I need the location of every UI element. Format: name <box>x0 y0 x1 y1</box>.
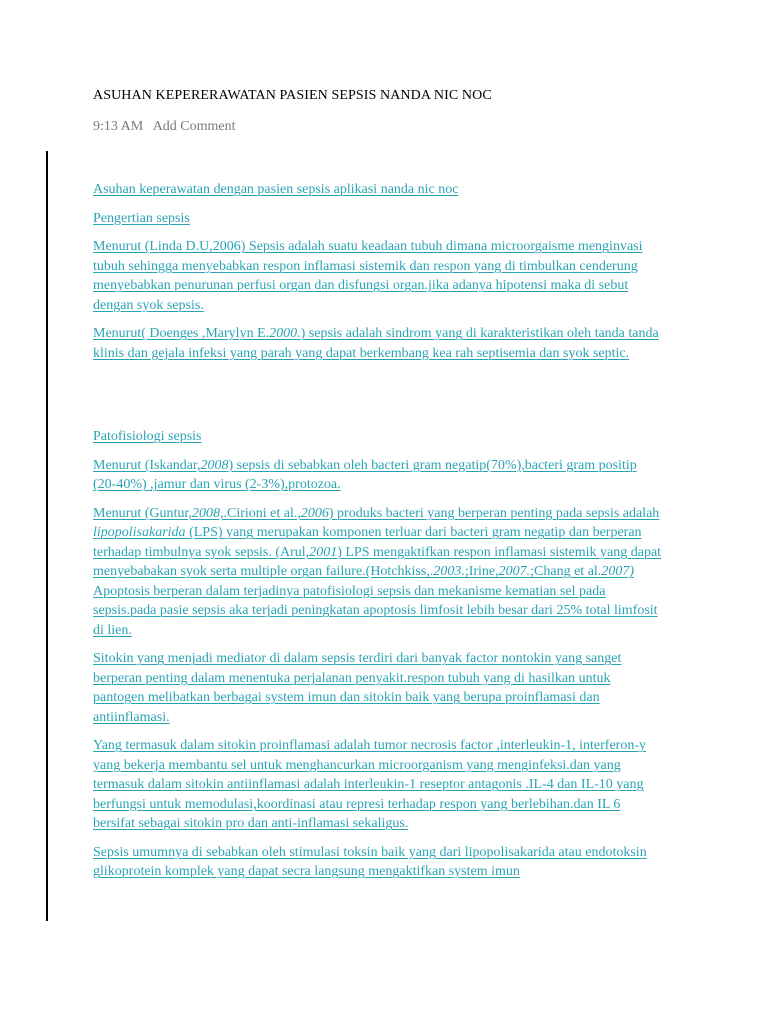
paragraph-doenges[interactable]: Menurut( Doenges ,Marylyn E.2000.) sepsis adalah sindrom yang di karakteristikan oleh tanda tanda klinis dan gejala infeksi yang parah yang dapat berkembang kea rah septisemia dan syok septic. <box>93 326 659 361</box>
article-body <box>93 180 663 891</box>
post-meta <box>93 119 236 135</box>
post-time: 9:13 AM <box>93 119 144 134</box>
page-title: ASUHAN KEPERERAWATAN PASIEN SEPSIS NANDA NIC NOC <box>93 88 492 103</box>
margin-rule <box>46 151 48 921</box>
paragraph-sitokin[interactable]: Sitokin yang menjadi mediator di dalam sepsis terdiri dari banyak factor nontokin yang sanget berperan penting dalam menentuka perjalanan penyakit.respon tubuh yang di hasilkan untuk pantogen melibatkan berbagai system imun dan sitokin baik yang berupa proinflamasi dan antiinflamasi. <box>93 651 622 725</box>
paragraph-guntur[interactable]: Menurut (Guntur,2008,.Cirioni et al.,2006) produks bacteri yang berperan penting pada sepsis adalah lipopolisakarida (LPS) yang merupakan komponen terluar dari bacteri gram negatip dan berperan terhadap timbulnya syok sepsis. (Arul,2001) LPS mengaktifkan respon inflamasi sistemik yang dapat menyebabakan syok serta multiple organ failure.(Hotchkiss,.2003.;Irine,2007.;Chang et al.2007) Apoptosis berperan dalam terjadinya patofisiologi sepsis dan mekanisme kematian sel pada sepsis.pada pasie sepsis aka terjadi peningkatan apoptosis limfosit lebih besar dari 25% total limfosit di lien. <box>93 505 662 638</box>
section-heading-patofisiologi[interactable]: Patofisiologi sepsis <box>93 429 202 444</box>
paragraph-linda[interactable]: Menurut (Linda D.U,2006) Sepsis adalah suatu keadaan tubuh dimana microorgaisme menginvasi tubuh sehingga menyebabkan respon inflamasi sistemik dan respon yang di timbulkan cenderung menyebabkan penurunan perfusi organ dan disfungsi organ.jika adanya hipotensi maka di sebut dengan syok sepsis. <box>93 239 643 313</box>
paragraph-iskandar[interactable]: Menurut (Iskandar,2008) sepsis di sebabkan oleh bacteri gram negatip(70%),bacteri gram positip (20-40%) ,jamur dan virus (2-3%),protozoa. <box>93 457 637 492</box>
add-comment-link[interactable]: Add Comment <box>152 119 236 134</box>
article-link-heading[interactable]: Asuhan keperawatan dengan pasien sepsis aplikasi nanda nic noc <box>93 182 459 197</box>
paragraph-proinflamasi[interactable]: Yang termasuk dalam sitokin proinflamasi adalah tumor necrosis factor ,interleukin-1, interferon-y yang bekerja membantu sel untuk menghancurkan microorganism yang menginfeksi.dan yang termasuk dalam sitokin antiinflamasi adalah interleukin-1 reseptor antagonis .IL-4 dan IL-10 yang berfungsi untuk memodulasi,koordinasi atau represi terhadap respon yang berlebihan.dan IL 6 bersifat sebagai sitokin pro dan anti-inflamasi sekaligus. <box>93 738 646 831</box>
paragraph-sepsis-umumnya[interactable]: Sepsis umumnya di sebabkan oleh stimulasi toksin baik yang dari lipopolisakarida atau endotoksin glikoprotein komplek yang dapat secra langsung mengaktifkan system imun <box>93 844 647 879</box>
section-heading-pengertian[interactable]: Pengertian sepsis <box>93 210 190 226</box>
